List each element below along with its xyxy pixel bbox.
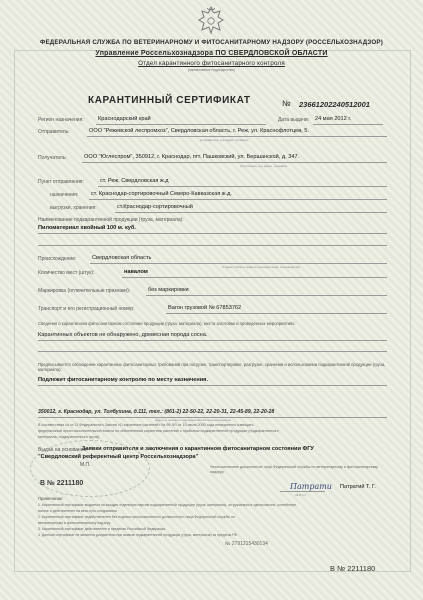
marking-value: без маркировки: [148, 287, 189, 293]
official-name: Патратий Т. Г.: [340, 484, 376, 490]
law-text-1: В соответствии со ст.11 Федерального Закона «О карантине растений» № 99-ФЗ от 15 июля 2000 года немедленно извещать: [38, 423, 254, 427]
receiver-label: Получатель:: [38, 155, 67, 161]
agency-name: ФЕДЕРАЛЬНАЯ СЛУЖБА ПО ВЕТЕРИНАРНОМУ И ФИТОСАНИТАРНОМУ НАДЗОРУ (РОССЕЛЬХОЗНАДЗОР): [39, 39, 384, 46]
issue-date: 24 мая 2012 г.: [315, 116, 352, 122]
origin-hint: (страна, область (район) произрастания, производства): [222, 265, 300, 269]
sender-label: Отправитель:: [38, 129, 70, 135]
official-stamp: [30, 440, 150, 497]
conditions-label: Предписывается соблюдение карантинных фитосанитарных требований при погрузке, транспортировке, разгрузке, хранении и использовании подкарантинной продукции (груза, материала):: [38, 362, 386, 373]
transport-value: Вагон грузовой № 67853762: [168, 305, 242, 311]
administration-name: Управление Россельхознадзора ПО СВЕРДЛОВСКОЙ ОБЛАСТИ: [95, 50, 328, 57]
office-address: 350012, г. Краснодар, ул. Толбухина, д.111, тел.: (861-2) 22-50-22, 22-20-31, 22-45-89, 22-20-28: [38, 409, 275, 415]
status-value: Карантинных объектов не обнаружено, древесная порода сосна.: [38, 332, 208, 338]
origin-label: Происхождение:: [38, 256, 77, 262]
law-text-3: материала, подкарантинного груза).: [38, 435, 101, 439]
note-1: 1. Карантинный сертификат выдается на каждую отдельную партию подкарантинной продукции (груза, материала), отгружаемую в одном вагоне, контейнере,: [38, 503, 297, 507]
coat-of-arms-icon: [196, 6, 226, 36]
origin-value: Свердловская область: [92, 255, 152, 261]
note-2: вагоне и действителен на весь путь следования.: [38, 509, 118, 513]
applications-label: Выдан на основании:: [38, 447, 88, 453]
stamp-mp: М.П.: [80, 462, 91, 468]
notes-title: Примечание:: [38, 496, 64, 501]
status-label: Сведения о карантинном фитосанитарном состоянии продукции (груза, материала), места заготовки и проведенных мероприятиях:: [38, 321, 296, 326]
product-label: Наименование подкарантинной продукции (груза, материала):: [38, 217, 184, 223]
region-label: Регион назначения:: [38, 117, 84, 123]
department-name: Отдел карантинного фитосанитарного контроля: [138, 60, 285, 67]
sender-hint: (отправитель, его адрес, телефон): [200, 138, 249, 142]
quantity-value: навалом: [124, 269, 148, 275]
number-label: №: [282, 99, 291, 108]
date-label: Дата выдачи:: [278, 117, 310, 123]
serial-number-small: № 2791215430134: [225, 541, 268, 547]
product-value: Пиломатериал хвойный 100 м. куб.: [38, 225, 136, 231]
note-6: 4. Данный сертификат не является документом при вывозе подкарантинной продукции (груза, материала) за пределы РФ.: [38, 533, 239, 537]
note-4: ветеринарному и фитосанитарному надзору.: [38, 521, 112, 525]
conditions-value: Подлежит фитосанитарному контролю по месту назначения.: [38, 377, 208, 383]
certificate-number: 23661202240512001: [299, 100, 370, 109]
sender-value: ООО "Режевской леспромхоз", Свердловская область, г. Реж, ул. Краснофлотцев, 5.: [89, 128, 309, 134]
note-5: 3. Карантинный сертификат действителен в пределах Российской Федерации.: [38, 527, 167, 531]
receiver-value: ООО "Юглеспром", 350912, г. Краснодар, пгт. Пашковский, ул. Бершанской, д. 347.: [84, 154, 300, 160]
applications-value-2: "Свердловский референтный центр Россельхознадзора": [38, 454, 199, 460]
unloading-value: ст.Краснодар-сортировочный: [117, 204, 193, 210]
series-number-right: В № 2211180: [330, 564, 376, 573]
department-hint: (наименование подразделения): [187, 68, 236, 72]
address-hint: (адрес и телефон подразделения Россельхознадзора): [155, 418, 231, 422]
marking-label: Маркировка (отличительные признаки):: [38, 288, 131, 294]
receiver-hint: (получатель, его адрес, телефон): [240, 164, 287, 168]
unloading-label: выгрузки, хранения:: [50, 205, 97, 211]
departure-label: Пункт отправления:: [38, 179, 84, 185]
signature: Патрати: [290, 482, 332, 491]
official-label: Уполномоченное должностное лицо Федеральной службы по ветеринарному и фитосанитарному надзору: [210, 465, 378, 474]
transport-label: Транспорт и его регистрационный номер:: [38, 306, 135, 312]
official-hint: (Ф.И.О.): [295, 493, 307, 497]
note-3: 2. Карантинный сертификат недействителен без подписи уполномоченного должностного лица Федеральной службы по: [38, 515, 235, 519]
series-number-left: В № 2211180: [40, 480, 84, 487]
region-value: Краснодарский край: [98, 116, 151, 122]
applications-value: Заявки отправителя и заключения о карантинном фитосанитарном состоянии ФГУ: [82, 446, 314, 452]
departure-value: ст. Реж, Свердловская ж.д: [100, 178, 169, 184]
destination-value: ст. Краснодар-сортировочный Северо-Кавказская ж.д.: [91, 191, 232, 197]
law-text-2: федеральный орган исполнительной власти по обеспечению карантина растений о прибытии подкарантинной продукции (подкарантинного: [38, 429, 279, 433]
certificate-title: КАРАНТИННЫЙ СЕРТИФИКАТ: [88, 95, 251, 106]
quantity-label: Количество мест (штук):: [38, 270, 95, 276]
destination-label: назначения:: [50, 192, 79, 198]
